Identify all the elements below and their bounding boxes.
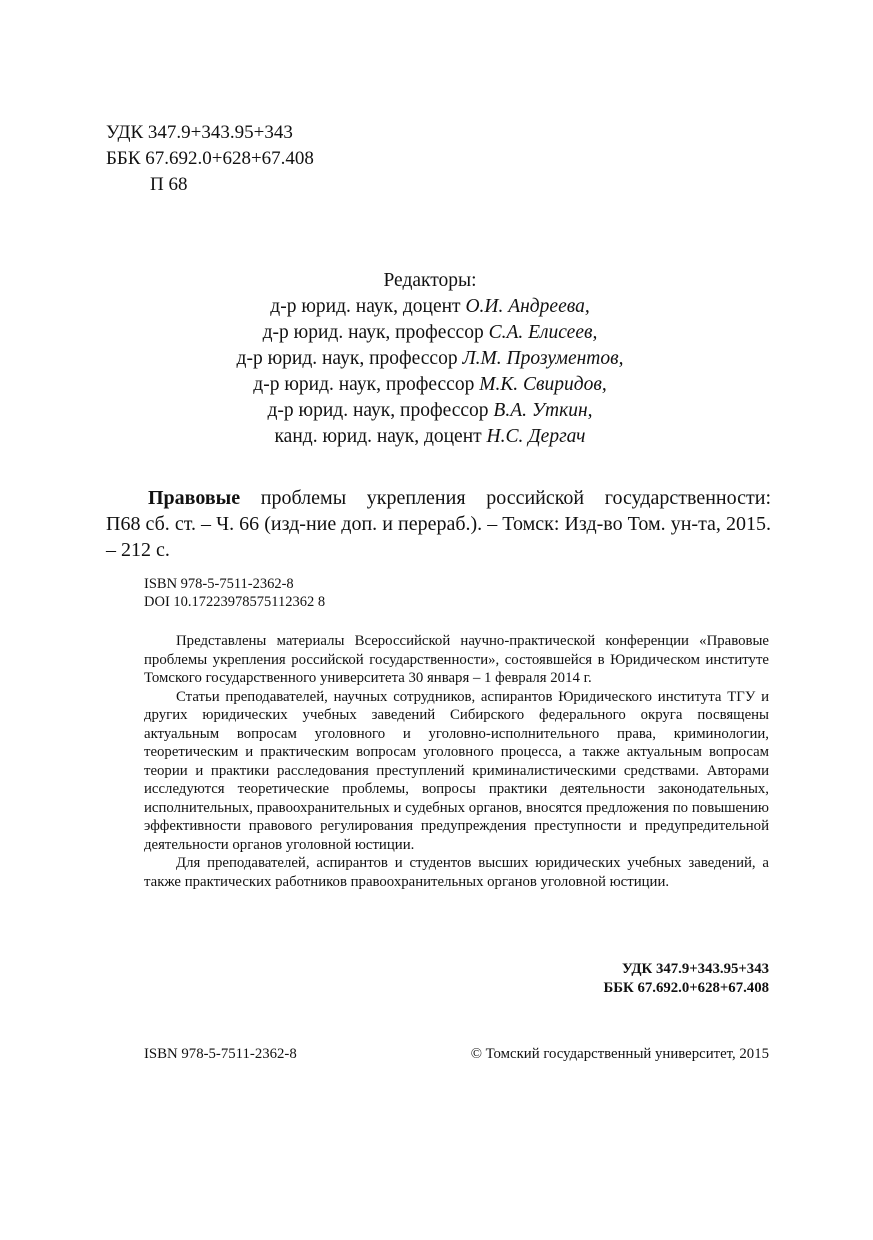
editor-line <box>140 346 720 372</box>
udk-code: УДК 347.9+343.95+343 <box>106 122 293 143</box>
editors-heading: Редакторы: <box>383 270 477 291</box>
editor-name: С.А. Елисеев, <box>488 322 598 343</box>
editor-name: В.А. Уткин, <box>493 400 593 421</box>
entry-continuation: П68 сб. ст. – Ч. 66 (изд-ние доп. и перераб.). – Томск: Изд-во Том. ун-та, 2015. – 212 с. <box>106 513 771 561</box>
editor-line <box>140 320 720 346</box>
abstract-paragraph: Статьи преподавателей, научных сотрудников, аспирантов Юридического института ТГУ и других юридических учебных заведений Сибирского федерального округа посвящены актуальным вопросам уголовного и уголовно-исполнительного права, криминологии, теоретическим и практическим вопросам уголовного процесса, а также актуальным вопросам теории и практики расследования преступлений криминалистическими средствами. Авторами исследуются теоретические проблемы, вопросы практики деятельности законодательных, исполнительных, правоохранительных и судебных органов, вносятся предложения по повышению эффективности правового регулирования предупреждения преступности и предупредительной деятельности органов уголовной юстиции. <box>144 688 769 853</box>
editor-line <box>140 424 720 450</box>
editor-name: Л.М. Прозументов, <box>462 348 624 369</box>
entry-first-line <box>106 485 771 511</box>
editor-title: д-р юрид. наук, доцент <box>270 296 461 317</box>
editor-line <box>140 294 720 320</box>
abstract-block <box>144 632 769 891</box>
editors-block <box>140 268 720 450</box>
classification-block <box>106 120 314 198</box>
classification-codes-right <box>144 960 769 998</box>
doi-number: DOI 10.17223978575112362 8 <box>144 594 326 610</box>
editor-title: канд. юрид. наук, доцент <box>274 426 482 447</box>
editor-title: д-р юрид. наук, профессор <box>253 374 475 395</box>
isbn-number: ISBN 978-5-7511-2362-8 <box>144 576 294 592</box>
entry-title-bold: Правовые <box>148 487 241 509</box>
author-mark: П 68 <box>150 174 188 195</box>
footer-isbn: ISBN 978-5-7511-2362-8 <box>144 1046 297 1062</box>
editor-line <box>140 398 720 424</box>
abstract-paragraph: Для преподавателей, аспирантов и студентов высших юридических учебных заведений, а также практических работников правоохранительных органов уголовной юстиции. <box>144 855 769 890</box>
bbk-code: ББК 67.692.0+628+67.408 <box>106 148 314 169</box>
editor-title: д-р юрид. наук, профессор <box>236 348 458 369</box>
abstract-paragraph: Представлены материалы Всероссийской научно-практической конференции «Правовые проблемы укрепления российской государственности», состоявшейся в Юридическом институте Томского государственного университета 30 января – 1 февраля 2014 г. <box>144 633 769 686</box>
editor-title: д-р юрид. наук, профессор <box>267 400 489 421</box>
editor-title: д-р юрид. наук, профессор <box>262 322 484 343</box>
editor-name: М.К. Свиридов, <box>479 374 607 395</box>
editor-name: О.И. Андреева, <box>465 296 590 317</box>
udk-code-bold: УДК 347.9+343.95+343 <box>621 961 769 977</box>
editor-name: Н.С. Дергач <box>486 426 586 447</box>
bibliographic-entry <box>106 485 771 563</box>
editor-line <box>140 372 720 398</box>
identifiers-block <box>144 575 325 611</box>
entry-title-rest: проблемы укрепления российской государственности: <box>260 487 771 509</box>
bbk-code-bold: ББК 67.692.0+628+67.408 <box>603 980 769 996</box>
copyright-notice: © Томский государственный университет, 2015 <box>470 1046 769 1062</box>
